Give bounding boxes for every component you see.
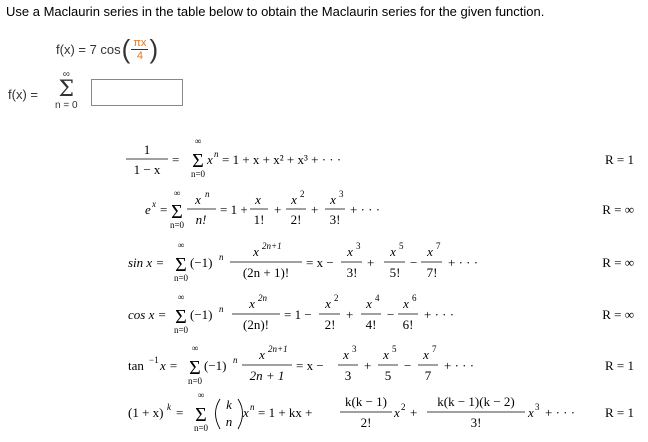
binom-left-paren [216, 399, 221, 429]
left-paren: ( [121, 34, 131, 64]
row5-frac-num-sup: 2n+1 [268, 344, 288, 354]
instruction-text: Use a Maclaurin series in the table below to obtain the Maclaurin series for the given function. [6, 4, 545, 19]
row6-t2-sup: 3 [535, 402, 540, 412]
row2-lhs: e [145, 202, 151, 217]
row6-eq: = [176, 405, 184, 420]
row4-coef: (−1) [190, 307, 213, 322]
row2-frac-num-sup: n [205, 189, 210, 199]
row2-sig-top: ∞ [173, 188, 181, 198]
row5-t2-num: x [383, 347, 389, 362]
row5-coef-sup: n [233, 355, 238, 365]
row3-sig-bot: n=0 [173, 273, 189, 283]
row-sine [128, 240, 634, 283]
row5-radius: R = 1 [604, 358, 634, 373]
row3-sigma: Σ [175, 254, 187, 276]
row4-sig-bot: n=0 [173, 325, 189, 335]
answer-sigma-upper: ∞ [62, 69, 70, 80]
row6-binom-bot: n [225, 414, 233, 429]
row4-t3-den: 6! [402, 317, 414, 332]
row5-t3-den: 7 [424, 368, 432, 383]
row6-t2-den: 3! [470, 415, 482, 430]
row3-frac-num-sup: 2n+1 [262, 241, 282, 251]
row5-lhs-sup: −1 [149, 355, 159, 365]
row4-mid: = 1 − [284, 307, 312, 322]
row6-lhs-sup: k [167, 402, 171, 412]
function-numerator: πx [133, 36, 147, 49]
row2-t3-den: 3! [329, 212, 341, 227]
row2-t3-sup: 3 [339, 189, 344, 199]
maclaurin-table [0, 130, 648, 442]
row3-t2-den: 5! [389, 265, 401, 280]
row1-sig-bot: n=0 [190, 169, 206, 179]
row3-lhs: sin x = [128, 255, 165, 270]
row4-t1-num: x [325, 296, 331, 311]
row2-sigma: Σ [171, 201, 183, 223]
row2-sig-bot: n=0 [169, 220, 185, 230]
row2-frac-num: x [195, 192, 201, 207]
row3-dots: + · · · [448, 255, 479, 270]
row4-coef-sup: n [219, 304, 224, 314]
row-binomial [128, 390, 634, 433]
row5-lhs: tan [128, 358, 144, 373]
row2-t1-num: x [255, 192, 261, 207]
row2-t2-num: x [291, 192, 297, 207]
row5-t1-sup: 3 [352, 344, 357, 354]
row4-t2-den: 4! [365, 317, 377, 332]
row4-frac-num-sup: 2n [258, 293, 267, 303]
row1-eq: = [172, 152, 180, 167]
row3-coef-sup: n [219, 252, 224, 262]
row3-frac-num: x [253, 244, 259, 259]
row4-plus: + [346, 307, 354, 322]
answer-input[interactable] [91, 79, 183, 106]
row2-one-plus: = 1 + [220, 202, 248, 217]
row6-t2-x: x [528, 405, 534, 420]
row5-coef: (−1) [204, 358, 227, 373]
answer-lhs: f(x) = [8, 87, 38, 102]
row5-frac-num: x [259, 347, 265, 362]
row-cosine [128, 292, 634, 335]
row6-radius: R = 1 [604, 405, 634, 420]
row4-lhs: cos x = [128, 307, 167, 322]
row1-radius: R = 1 [604, 152, 634, 167]
function-fraction [131, 37, 148, 62]
row3-t3-den: 7! [426, 265, 438, 280]
answer-sigma-symbol: Σ [58, 77, 75, 102]
row4-t1-den: 2! [324, 317, 336, 332]
row4-t3-num: x [403, 296, 409, 311]
row6-t1-den: 2! [360, 415, 372, 430]
row2-plus1: + [274, 202, 282, 217]
row6-term: x [243, 405, 249, 420]
row5-sig-bot: n=0 [187, 376, 203, 386]
row6-plus: + [410, 405, 418, 420]
row5-minus: − [404, 358, 412, 373]
row2-t1-den: 1! [253, 212, 265, 227]
row4-t2-num: x [366, 296, 372, 311]
row6-t2-num: k(k − 1)(k − 2) [437, 394, 515, 409]
binom-right-paren [238, 399, 243, 429]
row6-t1-x: x [394, 405, 400, 420]
row4-sigma: Σ [175, 306, 187, 328]
row3-t1-den: 3! [346, 265, 358, 280]
function-denominator: 4 [136, 49, 143, 62]
row6-sigma: Σ [195, 404, 207, 426]
row3-t2-sup: 5 [399, 241, 404, 251]
row4-minus: − [387, 307, 395, 322]
row4-frac-den: (2n)! [243, 317, 269, 332]
row1-sig-top: ∞ [194, 136, 202, 146]
answer-sigma-lower: n = 0 [55, 100, 78, 111]
row3-plus: + [367, 255, 375, 270]
row6-binom-top: k [226, 397, 232, 412]
row5-dots: + · · · [444, 358, 475, 373]
given-function [56, 36, 158, 62]
row1-sigma: Σ [192, 150, 204, 172]
row6-sig-top: ∞ [197, 390, 205, 400]
row3-coef: (−1) [190, 255, 213, 270]
row5-t1-den: 3 [344, 368, 352, 383]
row3-t2-num: x [390, 244, 396, 259]
row6-term-sup: n [250, 402, 255, 412]
row2-lhs-sup: x [152, 199, 156, 209]
row5-t1-num: x [343, 347, 349, 362]
row5-lhs-tail: x = [160, 358, 178, 373]
row3-t1-num: x [347, 244, 353, 259]
row-exponential [145, 188, 634, 230]
row5-plus: + [364, 358, 372, 373]
row5-sigma: Σ [189, 357, 201, 379]
row2-frac-den: n! [195, 212, 207, 227]
row6-rhs: = 1 + kx + [258, 405, 313, 420]
row6-t1-num: k(k − 1) [345, 394, 387, 409]
row5-t3-num: x [423, 347, 429, 362]
row1-rhs: = 1 + x + x² + x³ + · · · [222, 152, 342, 167]
row4-sig-top: ∞ [177, 292, 185, 302]
row5-t3-sup: 7 [432, 344, 437, 354]
row3-sig-top: ∞ [177, 240, 185, 250]
row4-t3-sup: 6 [412, 293, 417, 303]
row3-radius: R = ∞ [602, 255, 634, 270]
row3-t3-num: x [427, 244, 433, 259]
row4-t2-sup: 4 [375, 293, 380, 303]
row1-lhs-num: 1 [143, 142, 151, 157]
row2-t2-den: 2! [290, 212, 302, 227]
row3-t3-sup: 7 [436, 241, 441, 251]
row5-t2-den: 5 [384, 368, 392, 383]
row2-t3-num: x [330, 192, 336, 207]
row1-term: x [207, 152, 213, 167]
row5-frac-den: 2n + 1 [249, 368, 285, 383]
row5-t2-sup: 5 [392, 344, 397, 354]
row6-dots: + · · · [545, 405, 576, 420]
right-paren: ) [149, 34, 159, 64]
row1-term-sup: n [214, 149, 219, 159]
row5-mid: = x − [296, 358, 324, 373]
row2-t2-sup: 2 [300, 189, 305, 199]
row3-mid: = x − [306, 255, 334, 270]
row6-t1-sup: 2 [401, 402, 406, 412]
row3-frac-den: (2n + 1)! [242, 265, 290, 280]
row3-minus: − [410, 255, 418, 270]
row3-t1-sup: 3 [356, 241, 361, 251]
row4-frac-num: x [249, 296, 255, 311]
row6-lhs: (1 + x) [128, 405, 164, 420]
row2-dots: + · · · [350, 202, 381, 217]
row4-dots: + · · · [424, 307, 455, 322]
row6-sig-bot: n=0 [193, 423, 209, 433]
row-arctangent [128, 343, 634, 386]
row-geometric [126, 136, 634, 179]
row1-lhs-den: 1 − x [133, 162, 161, 177]
row5-sig-top: ∞ [191, 343, 199, 353]
row2-eq: = [160, 202, 168, 217]
row4-radius: R = ∞ [602, 307, 634, 322]
row4-t1-sup: 2 [334, 293, 339, 303]
function-lhs: f(x) = 7 cos [56, 41, 121, 57]
row2-radius: R = ∞ [602, 202, 634, 217]
row2-plus2: + [311, 202, 319, 217]
answer-sigma [55, 70, 78, 112]
